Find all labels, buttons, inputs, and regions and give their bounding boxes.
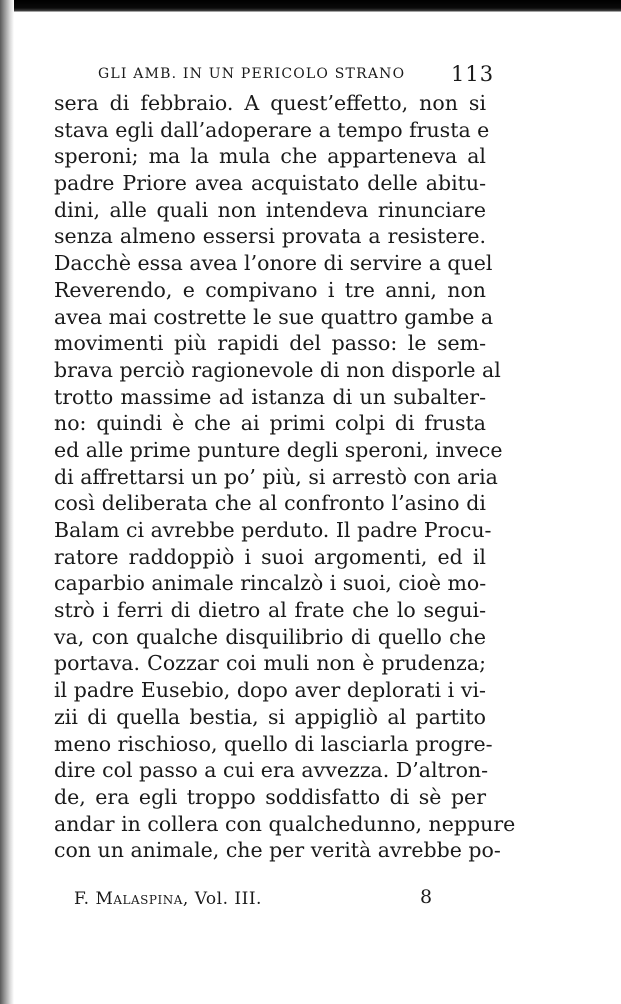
signature-volume: , Vol. III. [182,889,262,909]
body-line: con un animale, che per verità avrebbe po- [54,838,501,863]
body-line: così deliberata che al confronto l’asino di [54,491,486,516]
book-page [14,12,621,1004]
body-line: dini, alle quali non intendeva rinunciare [54,197,486,222]
body-line: il padre Eusebio, dopo aver deplorati i vi- [54,678,486,703]
body-line: padre Priore avea acquistato delle abitu- [54,171,486,196]
body-line: meno rischioso, quello di lasciarla progre- [54,731,493,756]
signature-mark: 8 [420,886,433,908]
body-line: caparbio animale rincalzò i suoi, cioè mo- [54,571,487,596]
signature-author: Malaspina [95,889,183,909]
body-line: sera di febbraio. A quest’effetto, non si [54,91,486,115]
body-line: dire col passo a cui era avvezza. D’altron- [54,758,489,783]
signature-initial: F. [74,889,90,909]
body-line: senza almeno essersi provata a resistere. [54,224,486,249]
body-line: stava egli dall’adoperare a tempo frusta e [54,117,490,142]
body-line: strò i ferri di dietro al frate che lo segui- [54,598,486,623]
body-line: brava perciò ragionevole di non disporle al [54,357,501,382]
page-number: 113 [451,62,495,86]
scan-binding-shadow [0,0,14,1004]
printer-signature [74,889,262,909]
body-line: zii di quella bestia, si appigliò al partito [54,704,486,729]
body-text [54,90,516,864]
body-line: di affrettarsi un po’ più, si arrestò con aria [54,464,498,489]
body-line: avea mai costrette le sue quattro gambe a [54,304,494,329]
body-line: Dacchè essa avea l’onore di servire a quel [54,251,493,276]
body-line: movimenti più rapidi del passo: le sem- [54,331,486,356]
running-head: GLI AMB. IN UN PERICOLO STRANO [98,66,406,82]
body-line: speroni; ma la mula che apparteneva al [54,144,486,169]
body-line: de, era egli troppo soddisfatto di sè per [54,784,486,809]
body-line: trotto massime ad istanza di un subalter- [54,384,486,409]
body-line: portava. Cozzar coi muli non è prudenza; [54,651,486,676]
body-line: va, con qualche disquilibrio di quello che [54,624,486,649]
body-line: Reverendo, e compivano i tre anni, non [54,277,486,302]
body-line: no: quindi è che ai primi colpi di frusta [54,411,486,436]
body-line: ed alle prime punture degli speroni, invece [54,437,503,462]
body-line: Balam ci avrebbe perduto. Il padre Procu- [54,518,492,542]
body-line: ratore raddoppiò i suoi argomenti, ed il [54,544,486,569]
scan-top-edge [0,0,621,12]
body-line: andar in collera con qualchedunno, neppure [54,811,516,836]
